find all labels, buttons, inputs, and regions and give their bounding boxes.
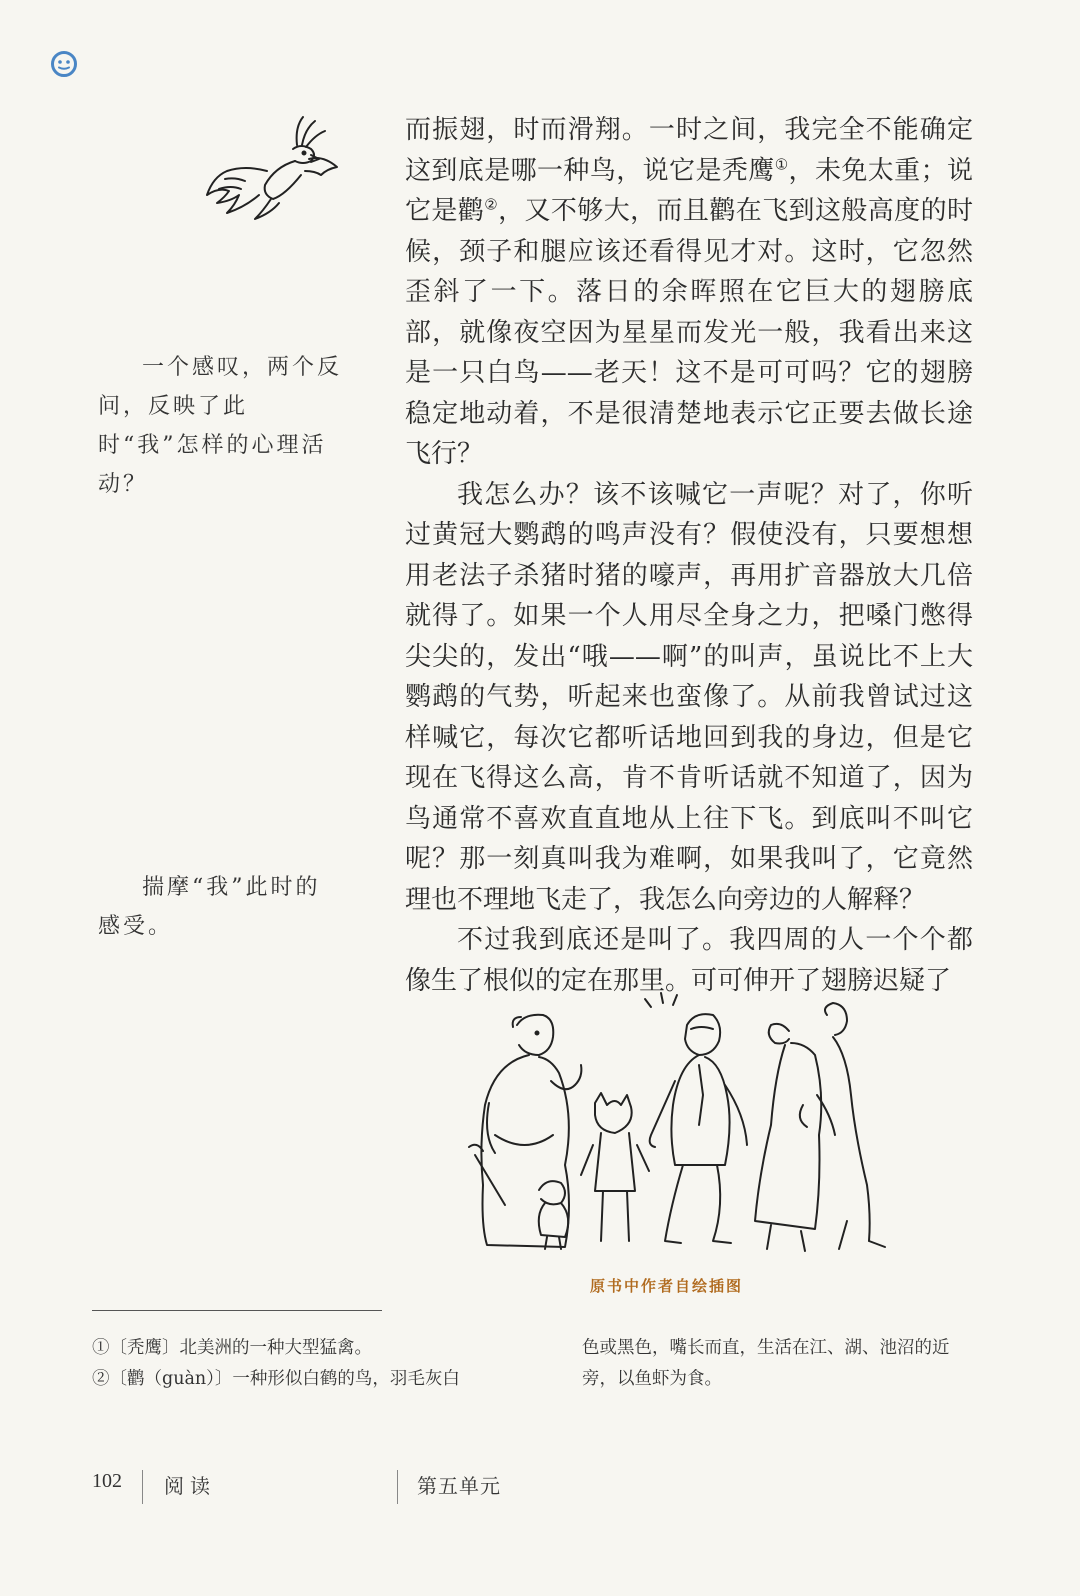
footnote-divider (92, 1310, 382, 1311)
side-note-1 (98, 348, 343, 504)
paragraph-1-part-c: ，又不够大，而且鹳在飞到这般高度的时候，颈子和腿应该还看得见才对。这时，它忽然歪斜了一下。落日的余晖照在它巨大的翅膀底部，就像夜空因为星星而发光一般，我看出来这是一只白鸟——老天！这不是可可吗？它的翅膀稳定地动着，不是很清楚地表示它正要去做长途飞行？ (405, 196, 973, 469)
paragraph-1-part-b: ，未免太重；说它是鹳 (405, 155, 973, 226)
page-footer (92, 1470, 992, 1510)
footnotes-right-column (582, 1333, 972, 1395)
cockatoo-drawing (205, 115, 340, 220)
footnote-1: ①〔秃鹰〕北美洲的一种大型猛禽。 (92, 1338, 372, 1358)
smiley-face-icon (50, 50, 78, 78)
footnote-ref-2: ② (484, 195, 499, 214)
footer-divider-1 (142, 1470, 143, 1504)
section-label: 阅读 (164, 1474, 216, 1498)
footer-divider-2 (397, 1470, 398, 1504)
page-number: 102 (92, 1470, 122, 1492)
crowd-illustration (455, 985, 925, 1255)
main-text (405, 110, 973, 1001)
paragraph-2: 我怎么办？该不该喊它一声呢？对了，你听过黄冠大鹦鹉的鸣声没有？假使没有，只要想想用老法子杀猪时猪的嚎声，再用扩音器放大几倍就得了。如果一个人用尽全身之力，把嗓门憋得尖尖的，发出“哦——啊”的叫声，虽说比不上大鹦鹉的气势，听起来也蛮像了。从前我曾试过这样喊它，每次它都听话地回到我的身边，但是它现在飞得这么高，肯不肯听话就不知道了，因为鸟通常不喜欢直直地从上往下飞。到底叫不叫它呢？那一刻真叫我为难啊，如果我叫了，它竟然理也不理地飞走了，我怎么向旁边的人解释？ (405, 479, 973, 915)
footnote-ref-1: ① (774, 154, 789, 173)
side-note-2 (98, 868, 343, 946)
footnote-2-continued: 色或黑色，嘴长而直，生活在江、湖、池沼的近旁，以鱼虾为食。 (582, 1338, 950, 1389)
side-note-1-text: 一个感叹，两个反问，反映了此时“我”怎样的心理活动？ (98, 355, 343, 497)
footnote-2: ②〔鹳（guàn）〕一种形似白鹤的鸟，羽毛灰白 (92, 1369, 460, 1389)
footnotes-left-column (92, 1333, 517, 1395)
paragraph-3: 不过我到底还是叫了。我四周的人一个个都像生了根似的定在那里。可可伸开了翅膀迟疑了 (405, 925, 973, 996)
unit-label: 第五单元 (417, 1474, 501, 1498)
side-note-2-text: 揣摩“我”此时的感受。 (98, 875, 321, 939)
illustration-caption: 原书中作者自绘插图 (590, 1277, 744, 1295)
paragraph-1 (405, 110, 973, 475)
paragraph-1-part-a: 而振翅，时而滑翔。一时之间，我完全不能确定这到底是哪一种鸟，说它是秃鹰 (405, 115, 973, 186)
